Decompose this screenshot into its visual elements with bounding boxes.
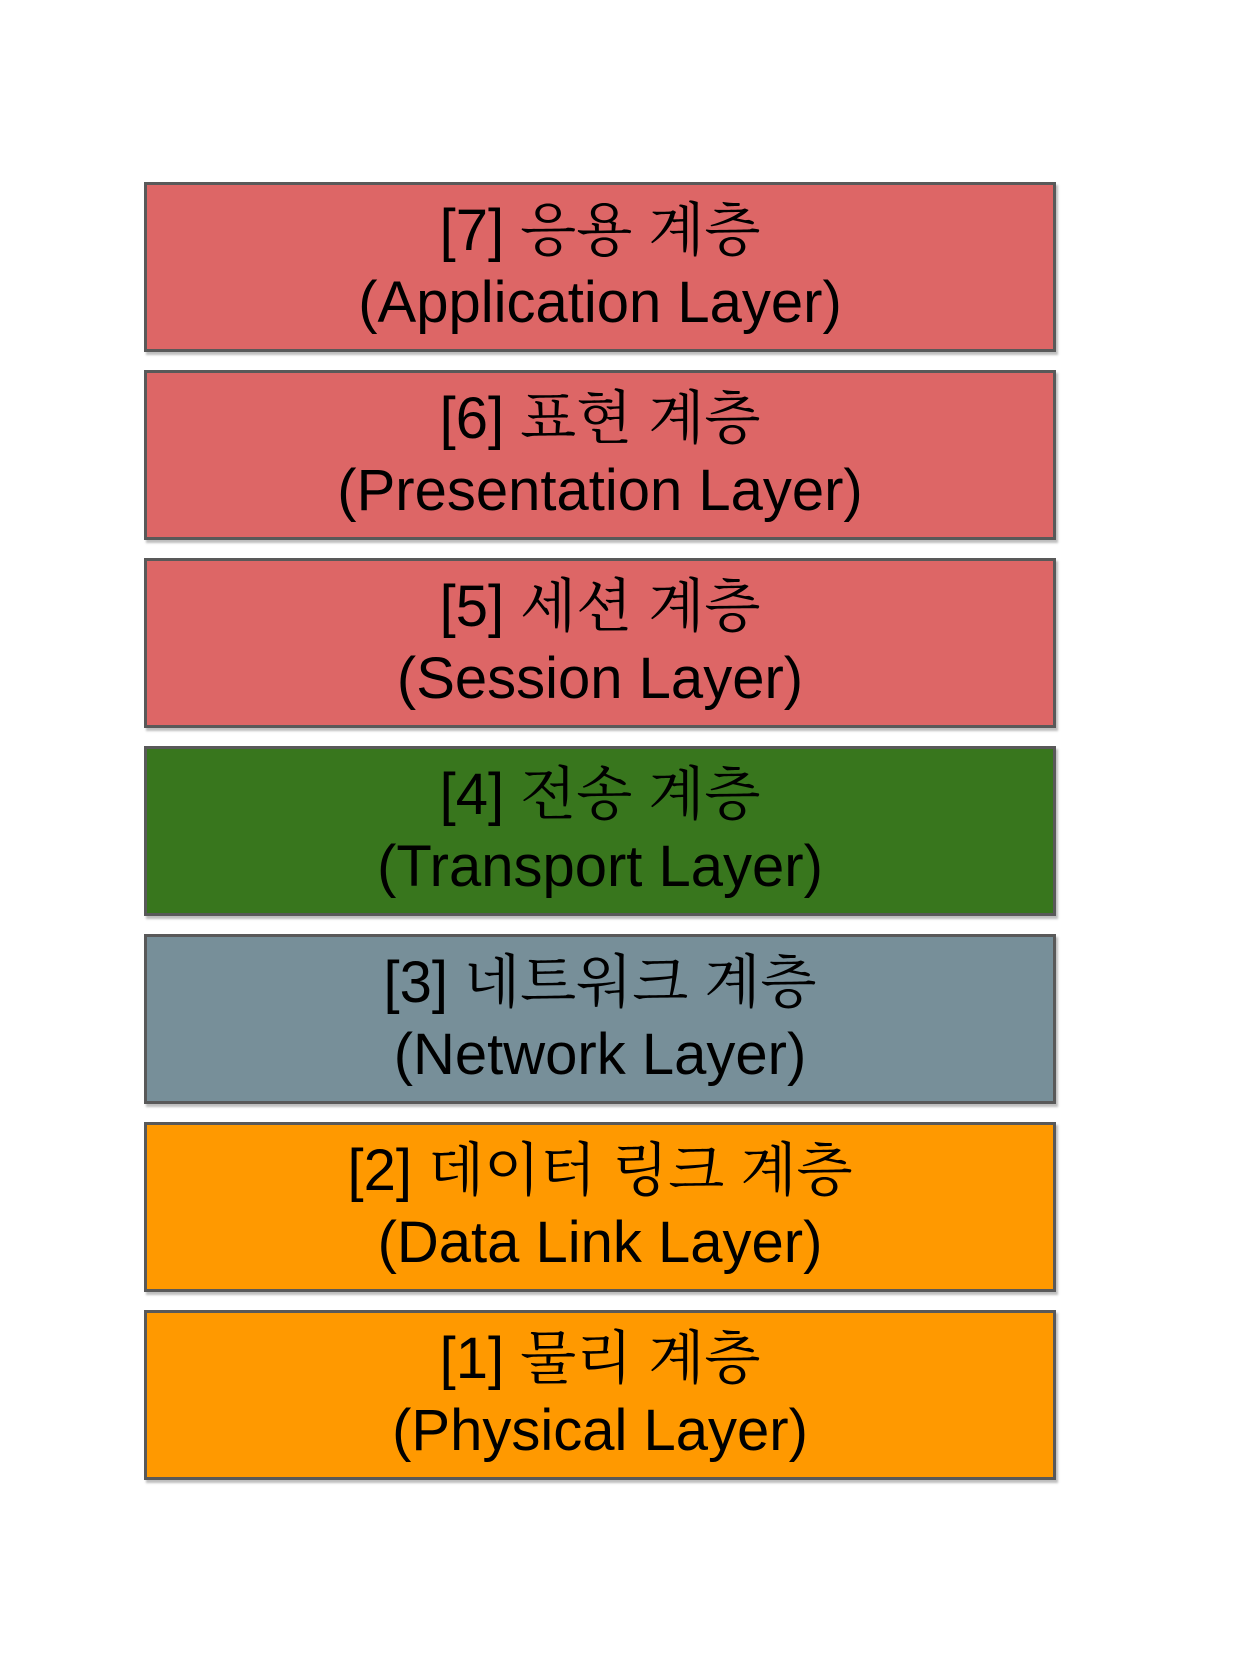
layer-6-english-label: (Presentation Layer)	[337, 458, 863, 523]
osi-layer-stack	[144, 182, 1056, 1480]
layer-box-6-presentation	[144, 370, 1056, 540]
layer-box-5-session	[144, 558, 1056, 728]
layer-2-english-label: (Data Link Layer)	[377, 1210, 823, 1275]
layer-box-1-physical	[144, 1310, 1056, 1480]
layer-3-english-label: (Network Layer)	[393, 1022, 807, 1087]
layer-box-7-application	[144, 182, 1056, 352]
layer-box-4-transport	[144, 746, 1056, 916]
layer-1-korean-label: [1] 물리 계층	[439, 1326, 761, 1392]
layer-box-2-data-link	[144, 1122, 1056, 1292]
layer-4-korean-label: [4] 전송 계층	[439, 762, 761, 828]
layer-4-english-label: (Transport Layer)	[377, 834, 823, 899]
layer-3-korean-label: [3] 네트워크 계층	[383, 950, 817, 1016]
layer-6-korean-label: [6] 표현 계층	[439, 386, 761, 452]
layer-2-korean-label: [2] 데이터 링크 계층	[347, 1138, 853, 1204]
layer-5-english-label: (Session Layer)	[396, 646, 804, 711]
layer-box-3-network	[144, 934, 1056, 1104]
layer-7-korean-label: [7] 응용 계층	[439, 198, 761, 264]
layer-1-english-label: (Physical Layer)	[392, 1398, 808, 1463]
layer-5-korean-label: [5] 세션 계층	[439, 574, 761, 640]
layer-7-english-label: (Application Layer)	[358, 270, 842, 335]
